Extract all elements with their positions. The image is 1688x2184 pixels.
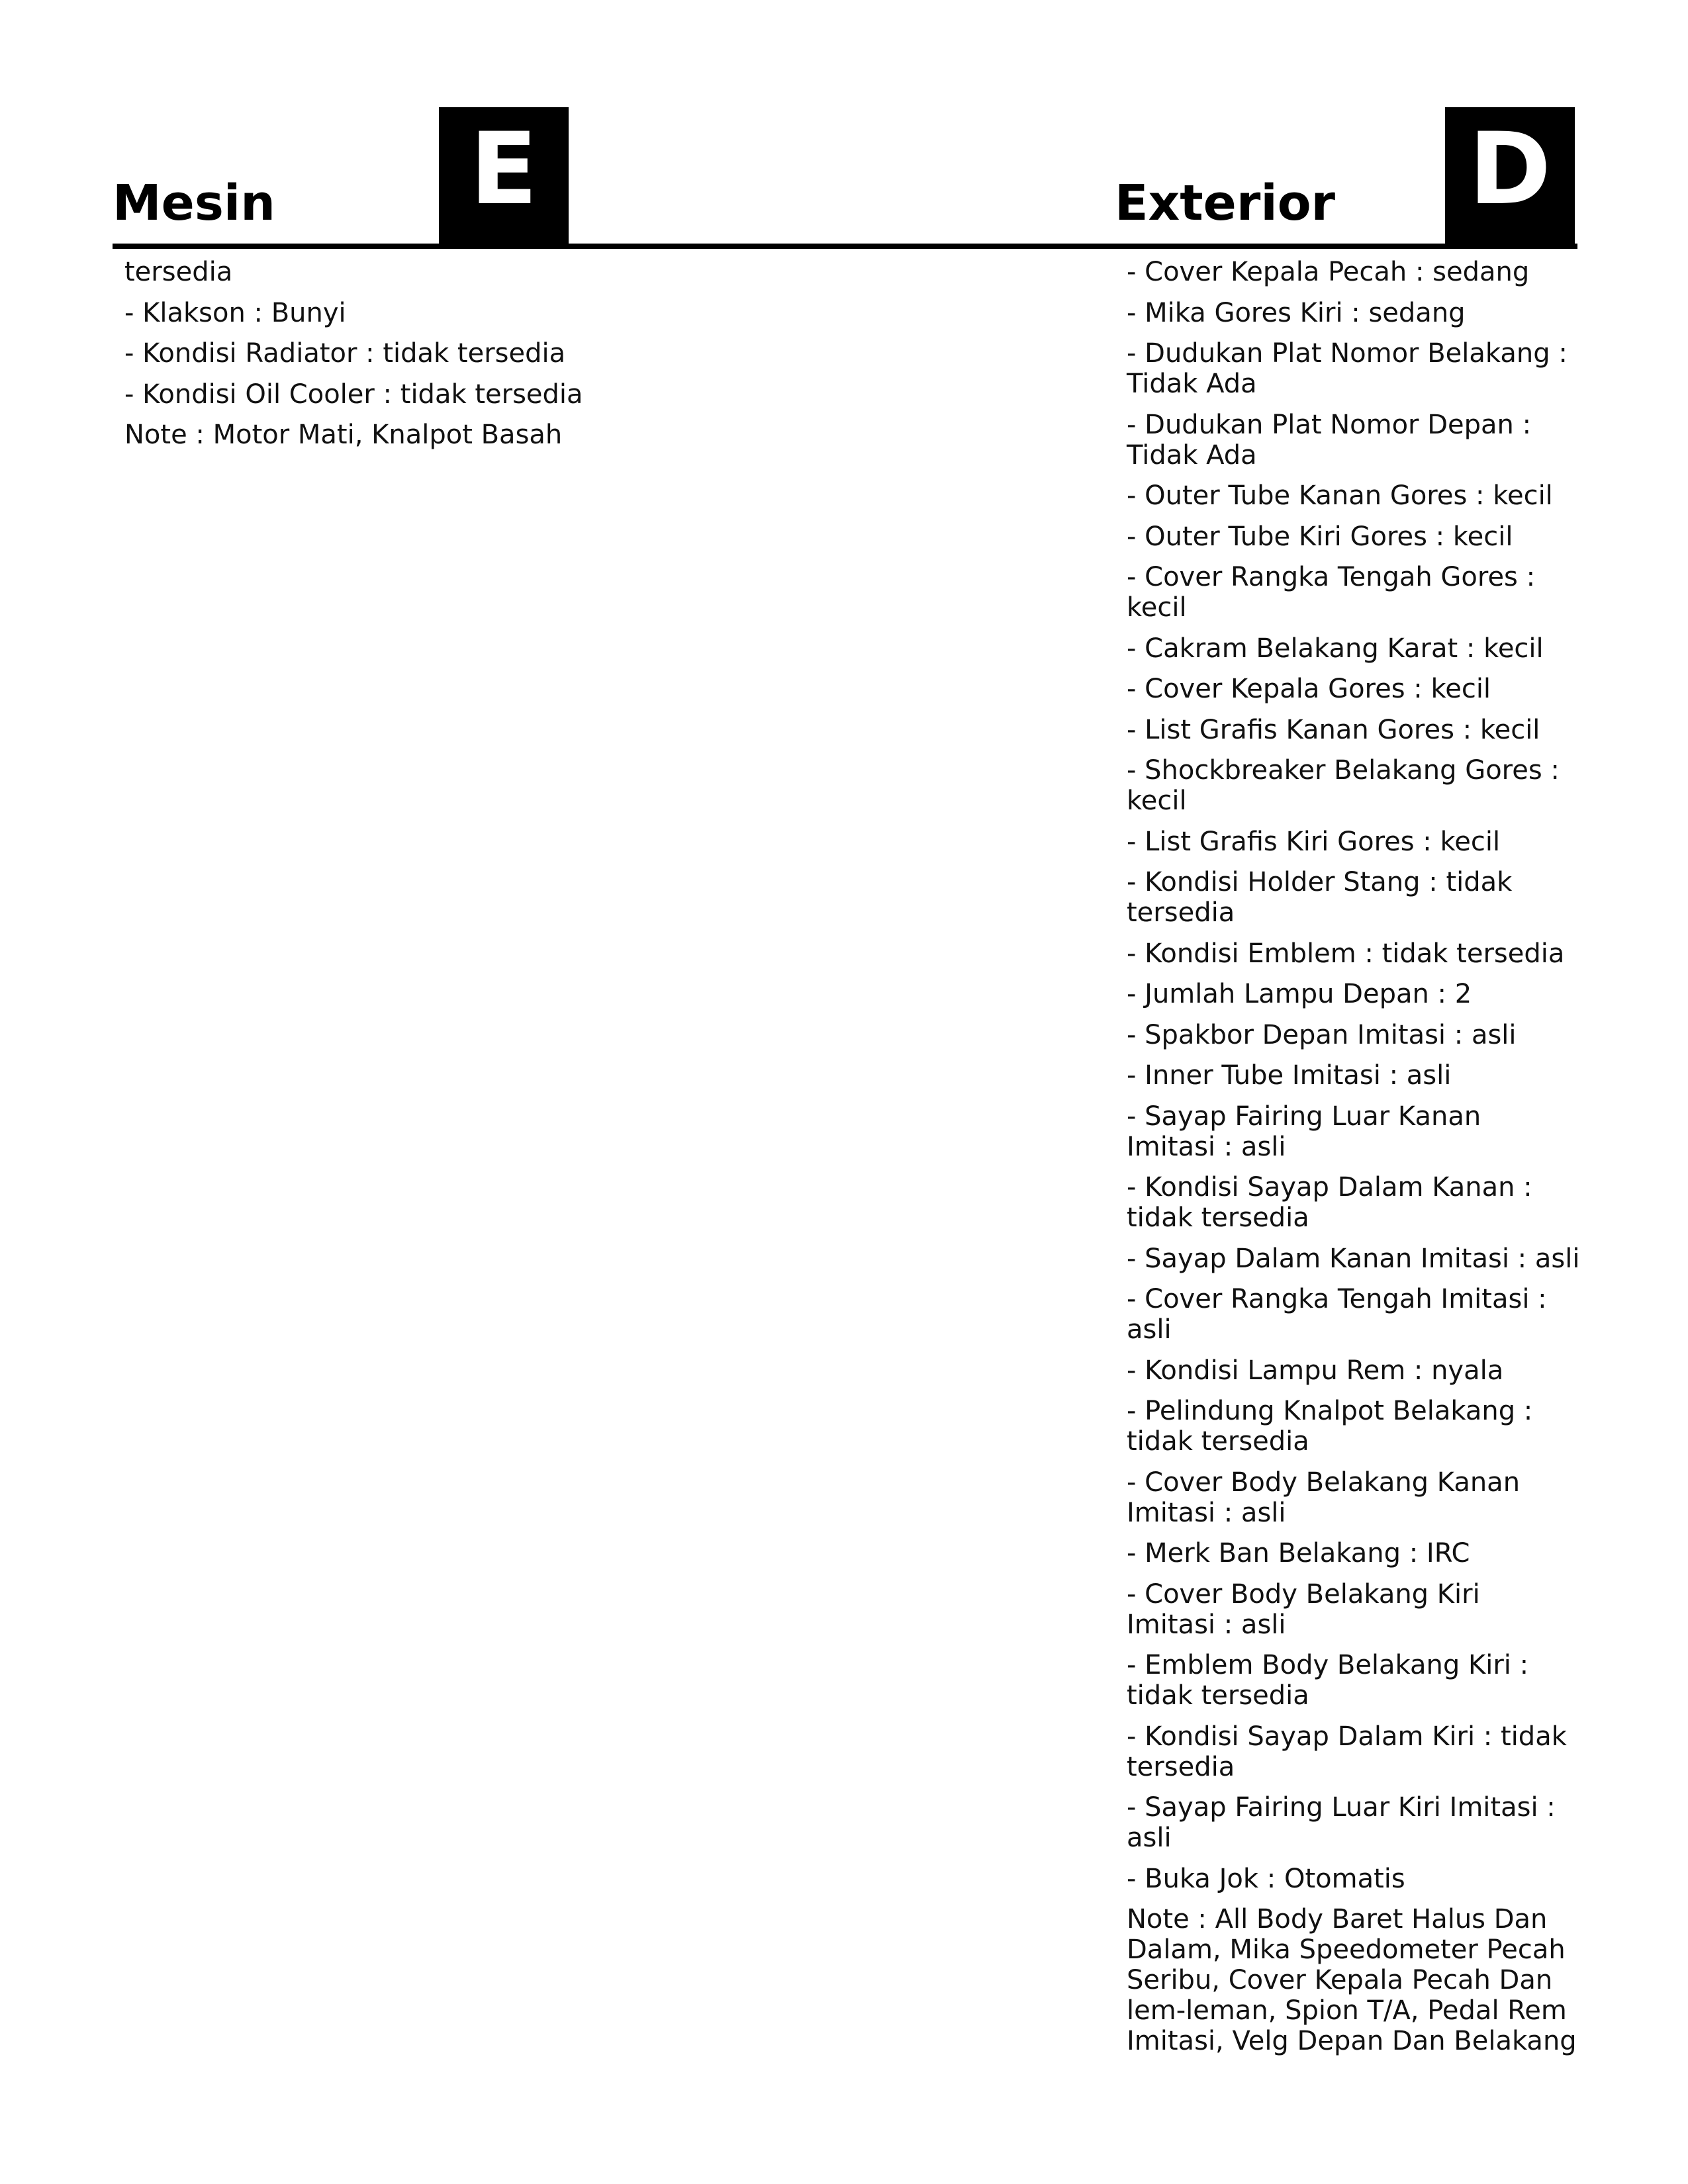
list-item: - Dudukan Plat Nomor Belakang : Tidak Ada — [1127, 338, 1568, 399]
list-item: - Inner Tube Imitasi : asli — [1127, 1060, 1452, 1091]
list-item: - Emblem Body Belakang Kiri : tidak tersedia — [1127, 1650, 1529, 1711]
list-item: - Cover Rangka Tengah Imitasi : asli — [1127, 1284, 1547, 1345]
list-item: - Outer Tube Kiri Gores : kecil — [1127, 521, 1513, 552]
header-divider — [113, 244, 1577, 249]
list-item: tersedia — [124, 257, 233, 287]
section-title-exterior: Exterior — [1115, 175, 1336, 232]
list-item: - Merk Ban Belakang : IRC — [1127, 1538, 1470, 1569]
list-item: - Kondisi Oil Cooler : tidak tersedia — [124, 379, 583, 410]
list-item: - Cover Kepala Pecah : sedang — [1127, 257, 1530, 287]
note-text: Note : Motor Mati, Knalpot Basah — [124, 420, 563, 450]
grade-badge-exterior: D — [1445, 107, 1575, 245]
list-item: - Spakbor Depan Imitasi : asli — [1127, 1019, 1517, 1050]
list-item: - Cakram Belakang Karat : kecil — [1127, 633, 1544, 664]
list-item: - Jumlah Lampu Depan : 2 — [1127, 979, 1472, 1009]
list-item: - List Grafis Kiri Gores : kecil — [1127, 826, 1501, 857]
exterior-item-list — [1127, 257, 1580, 2067]
section-title-mesin: Mesin — [113, 175, 275, 232]
list-item: - Kondisi Radiator : tidak tersedia — [124, 338, 566, 369]
list-item: - Sayap Fairing Luar Kanan Imitasi : asli — [1127, 1101, 1481, 1162]
list-item: - Cover Body Belakang Kiri Imitasi : asli — [1127, 1578, 1480, 1640]
list-item: - Kondisi Sayap Dalam Kiri : tidak tersedia — [1127, 1721, 1567, 1782]
mesin-item-list — [124, 257, 720, 461]
list-item: - Buka Jok : Otomatis — [1127, 1863, 1405, 1894]
list-item: - Dudukan Plat Nomor Depan : Tidak Ada — [1127, 409, 1532, 471]
list-item: - Cover Kepala Gores : kecil — [1127, 674, 1491, 704]
list-item: - Pelindung Knalpot Belakang : tidak tersedia — [1127, 1396, 1533, 1457]
note-text: Note : All Body Baret Halus Dan Dalam, Mika Speedometer Pecah Seribu, Cover Kepala Pecah Dan lem-leman, Spion T/A, Pedal Rem Imitasi, Velg Depan Dan Belakang — [1127, 1904, 1577, 2056]
list-item: - Mika Gores Kiri : sedang — [1127, 297, 1466, 328]
list-item: - Cover Rangka Tengah Gores : kecil — [1127, 562, 1536, 623]
list-item: - Sayap Dalam Kanan Imitasi : asli — [1127, 1243, 1580, 1274]
grade-badge-mesin: E — [439, 107, 569, 245]
list-item: - Kondisi Emblem : tidak tersedia — [1127, 938, 1565, 969]
list-item: - Kondisi Lampu Rem : nyala — [1127, 1355, 1504, 1386]
list-item: - Shockbreaker Belakang Gores : kecil — [1127, 755, 1560, 816]
list-item: - Kondisi Holder Stang : tidak tersedia — [1127, 867, 1513, 928]
list-item: - Outer Tube Kanan Gores : kecil — [1127, 480, 1553, 511]
list-item: - Klakson : Bunyi — [124, 297, 346, 328]
list-item: - Kondisi Sayap Dalam Kanan : tidak tersedia — [1127, 1172, 1532, 1233]
list-item: - List Grafis Kanan Gores : kecil — [1127, 714, 1540, 745]
list-item: - Cover Body Belakang Kanan Imitasi : asli — [1127, 1467, 1521, 1528]
list-item: - Sayap Fairing Luar Kiri Imitasi : asli — [1127, 1792, 1556, 1853]
